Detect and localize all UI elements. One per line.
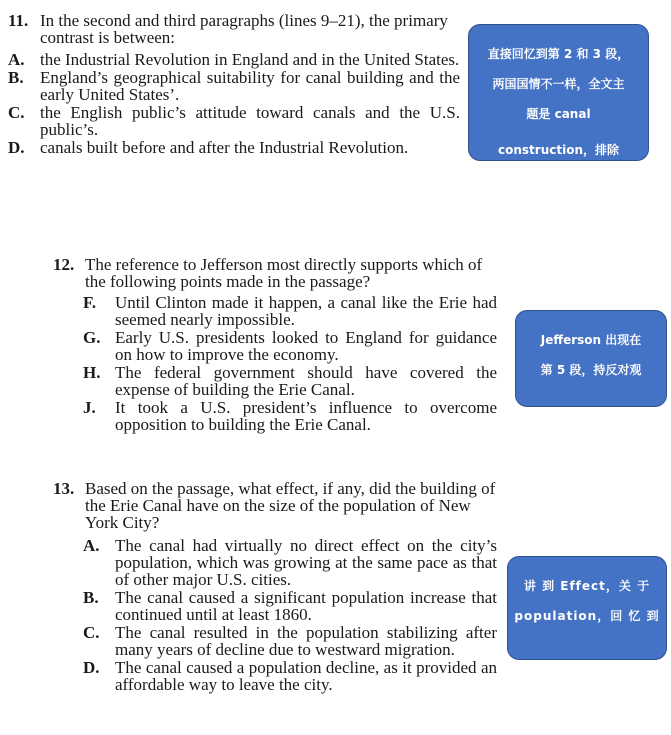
- note-line: 题是 canal: [526, 107, 591, 121]
- answer-option-a: [8, 51, 460, 68]
- option-text: the English public’s attitude toward canals and the U.S. public’s.: [40, 103, 460, 139]
- option-text: The canal caused a population decline, as it provided an affordable way to leave the city.: [115, 658, 497, 694]
- answer-option-j: [83, 399, 497, 433]
- note-line: 讲 到 Effect，关 于: [523, 579, 651, 593]
- annotation-note-q11: [468, 24, 649, 161]
- option-letter: D.: [83, 658, 100, 677]
- option-letter: H.: [83, 363, 101, 382]
- question-11: [8, 12, 460, 156]
- question-stem: [53, 256, 497, 290]
- option-letter: C.: [8, 103, 25, 122]
- question-number: 12.: [53, 255, 75, 274]
- option-letter: B.: [8, 68, 24, 87]
- note-line: 直接回忆到第 2 和 3 段，: [487, 47, 630, 61]
- option-letter: A.: [8, 50, 25, 69]
- option-letter: D.: [8, 138, 25, 157]
- question-13: [53, 480, 497, 693]
- option-text: canals built before and after the Industrial Revolution.: [40, 138, 409, 157]
- option-text: The canal resulted in the population stabilizing after many years of decline due to westward migration.: [115, 623, 497, 659]
- option-text: Until Clinton made it happen, a canal like the Erie had seemed nearly impossible.: [115, 293, 497, 329]
- question-text: In the second and third paragraphs (lines 9–21), the primary contrast is between:: [40, 11, 448, 47]
- note-line: 第 5 段，持反对观: [540, 363, 642, 377]
- question-text: Based on the passage, what effect, if any, did the building of the Erie Canal have on the size of the population of New York City?: [85, 479, 496, 532]
- option-text: the Industrial Revolution in England and in the United States.: [40, 50, 460, 69]
- answer-option-c: [83, 624, 497, 658]
- answer-option-d: [83, 659, 497, 693]
- note-line: Jefferson 出现在: [540, 333, 642, 347]
- option-letter: A.: [83, 536, 100, 555]
- option-letter: B.: [83, 588, 99, 607]
- answer-option-h: [83, 364, 497, 398]
- option-text: The canal had virtually no direct effect on the city’s population, which was growing at the same pace as that of other major U.S. cities.: [115, 536, 497, 589]
- question-12: [53, 256, 497, 433]
- note-line: 两国国情不一样，全文主: [492, 77, 625, 91]
- note-line: population，回 忆 到: [514, 609, 660, 623]
- option-text: The canal caused a significant population increase that continued until at least 1860.: [115, 588, 497, 624]
- note-line-clipped: construction，排除: [498, 143, 619, 157]
- answer-option-f: [83, 294, 497, 328]
- option-text: The federal government should have covered the expense of building the Erie Canal.: [115, 363, 497, 399]
- annotation-note-q13: [507, 556, 667, 660]
- option-text: Early U.S. presidents looked to England for guidance on how to improve the economy.: [115, 328, 497, 364]
- question-number: 11.: [8, 11, 29, 30]
- question-stem: [8, 12, 460, 46]
- option-letter: J.: [83, 398, 96, 417]
- answer-options: [83, 537, 497, 693]
- answer-options: [83, 294, 497, 433]
- answer-option-d: [8, 139, 460, 156]
- option-text: England’s geographical suitability for canal building and the early United States’.: [40, 68, 460, 104]
- question-stem: [53, 480, 497, 531]
- question-number: 13.: [53, 479, 75, 498]
- option-letter: F.: [83, 293, 97, 312]
- answer-options: [8, 51, 460, 156]
- option-letter: G.: [83, 328, 101, 347]
- answer-option-b: [83, 589, 497, 623]
- answer-option-b: [8, 69, 460, 103]
- answer-option-c: [8, 104, 460, 138]
- option-text: It took a U.S. president’s influence to overcome opposition to building the Erie Canal.: [115, 398, 497, 434]
- answer-option-g: [83, 329, 497, 363]
- answer-option-a: [83, 537, 497, 588]
- question-text: The reference to Jefferson most directly supports which of the following points made in the passage?: [85, 255, 483, 291]
- annotation-note-q12: [515, 310, 667, 407]
- option-letter: C.: [83, 623, 100, 642]
